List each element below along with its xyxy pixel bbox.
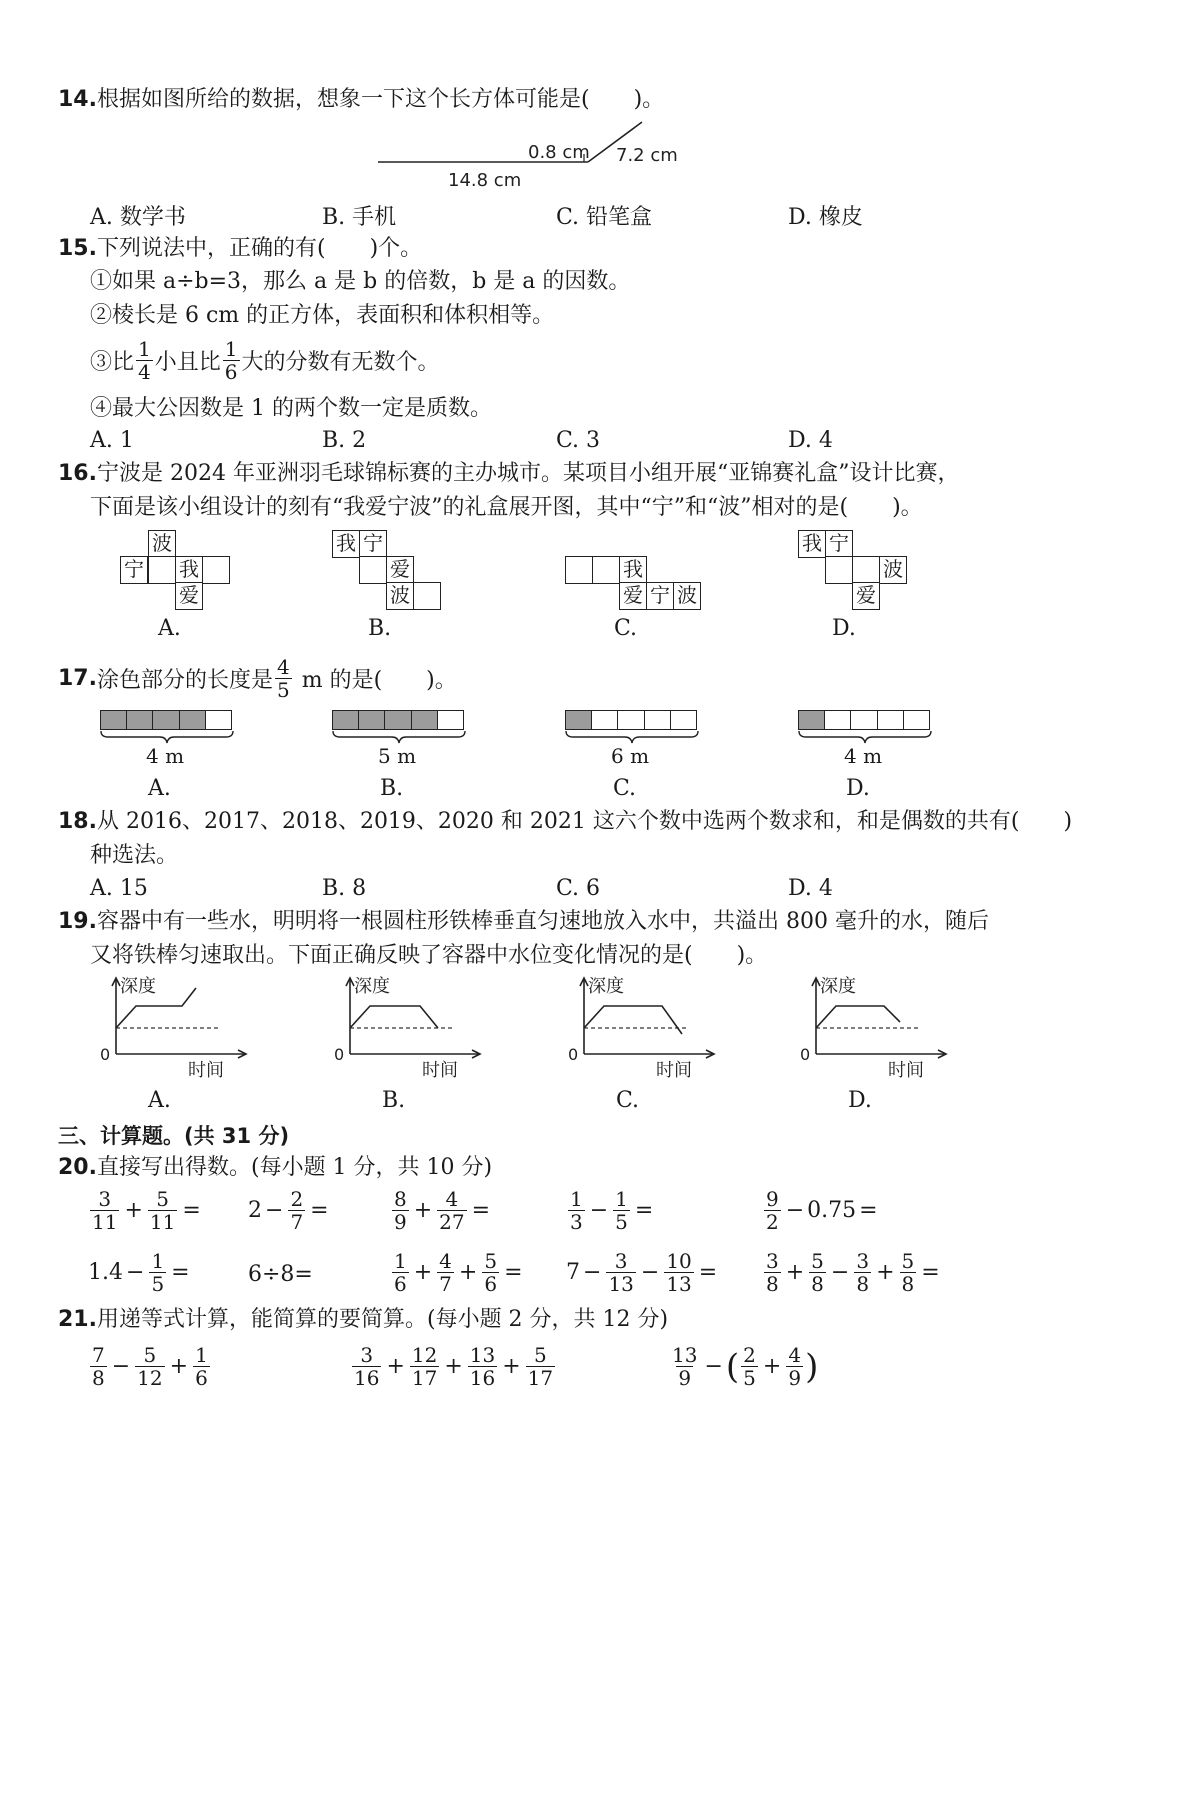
- q20-expr-9: 7 − $\frac{3}{13}$ − $\frac{10}{13}$ =: [566, 1249, 718, 1296]
- q14-stem: [58, 86, 664, 114]
- origin-label: 0: [100, 1045, 111, 1064]
- q18-option-b[interactable]: B. 8: [322, 876, 367, 901]
- q17-bar-b: [332, 710, 464, 730]
- net-cell: 宁: [359, 530, 387, 558]
- q14-width-label: 0.8 cm: [528, 142, 590, 163]
- q21-expr-2: $\frac{3}{16}$ + $\frac{12}{17}$ + $\frac{13}{16}$ + $\frac{5}{17}$: [354, 1343, 554, 1390]
- q16-option-b[interactable]: B.: [368, 616, 392, 641]
- q15-option-d[interactable]: D. 4: [788, 428, 833, 453]
- q17-bar-c: [565, 710, 697, 730]
- q14-length-label: 14.8 cm: [448, 170, 522, 191]
- blank-segment: [592, 711, 618, 729]
- q18-stem-line-1: [58, 808, 1072, 836]
- q17-brace: [100, 730, 234, 744]
- q17-option-a[interactable]: A.: [148, 776, 171, 801]
- q20-text: 直接写出得数。(每小题 1 分，共 10 分): [96, 1155, 493, 1180]
- q20-expr-7: 6÷8=: [248, 1262, 313, 1287]
- section-3-title: 三、计算题。(共 31 分): [58, 1124, 290, 1148]
- q16-stem-line-1: [58, 460, 959, 488]
- x-axis-label: 时间: [422, 1060, 458, 1081]
- water-level-line: [584, 1006, 682, 1034]
- q20-expr-6: 1.4 − $\frac{1}{5}$ =: [88, 1249, 190, 1296]
- net-cell: 我: [332, 530, 360, 558]
- shaded-segment: [385, 711, 411, 729]
- net-cell: [825, 556, 853, 584]
- fraction: $\frac{4}{5}$: [277, 655, 290, 702]
- net-cell: [413, 582, 441, 610]
- q19-text-1: 容器中有一些水，明明将一根圆柱形铁棒垂直匀速地放入水中，共溢出 800 毫升的水，随后: [96, 909, 989, 934]
- shaded-segment: [101, 711, 127, 729]
- blank-segment: [904, 711, 929, 729]
- water-level-line: [350, 1006, 438, 1028]
- shaded-segment: [333, 711, 359, 729]
- water-level-line: [816, 1006, 900, 1028]
- q19-option-c[interactable]: C.: [616, 1088, 640, 1113]
- q14-option-a[interactable]: A. 数学书: [90, 205, 186, 230]
- q17-brace: [565, 730, 699, 744]
- blank-segment: [851, 711, 877, 729]
- q19-graph-d: [796, 972, 966, 1082]
- blank-segment: [878, 711, 904, 729]
- shaded-segment: [566, 711, 592, 729]
- q15-statement-1: ①如果 a÷b=3，那么 a 是 b 的倍数，b 是 a 的因数。: [90, 269, 631, 294]
- q21-stem: [58, 1306, 668, 1334]
- q20-expr-10: $\frac{3}{8}$ + $\frac{5}{8}$ − $\frac{3}{8}$ + $\frac{5}{8}$ =: [766, 1249, 940, 1296]
- q15-statement-4: ④最大公因数是 1 的两个数一定是质数。: [90, 396, 492, 421]
- blank-segment: [206, 711, 231, 729]
- q20-expr-3: $\frac{8}{9}$ + $\frac{4}{27}$ =: [394, 1187, 491, 1234]
- q14-depth-label: 7.2 cm: [616, 145, 678, 166]
- q16-stem-line-2: 下面是该小组设计的刻有“我爱宁波”的礼盒展开图，其中“宁”和“波”相对的是( )。: [90, 495, 923, 520]
- q17-text-b: m 的是( )。: [301, 668, 457, 693]
- q15-statement-2: ②棱长是 6 cm 的正方体，表面积和体积相等。: [90, 303, 555, 328]
- q16-option-d[interactable]: D.: [832, 616, 856, 641]
- q19-graph-b: [330, 972, 500, 1082]
- q15-s3-part-c: 大的分数有无数个。: [241, 350, 440, 375]
- q20-number: 20.: [58, 1155, 97, 1180]
- shaded-segment: [127, 711, 153, 729]
- net-cell: 波: [148, 530, 176, 558]
- q20-expr-8: $\frac{1}{6}$ + $\frac{4}{7}$ + $\frac{5}{6}$ =: [394, 1249, 523, 1296]
- q17-option-b[interactable]: B.: [380, 776, 404, 801]
- net-cell: [565, 556, 593, 584]
- q18-option-a[interactable]: A. 15: [90, 876, 148, 901]
- q15-option-b[interactable]: B. 2: [322, 428, 367, 453]
- q20-expr-5: $\frac{9}{2}$ − 0.75 =: [766, 1187, 878, 1234]
- net-cell: 我: [619, 556, 647, 584]
- y-axis-label: 深度: [120, 976, 156, 997]
- y-axis-label: 深度: [820, 976, 856, 997]
- x-axis-label: 时间: [656, 1060, 692, 1081]
- q17-brace: [332, 730, 466, 744]
- q19-option-a[interactable]: A.: [148, 1088, 171, 1113]
- net-cell: 波: [386, 582, 414, 610]
- q15-s3-part-a: ③比: [90, 350, 135, 375]
- q14-option-c[interactable]: C. 铅笔盒: [556, 205, 653, 230]
- q15-option-c[interactable]: C. 3: [556, 428, 601, 453]
- shaded-segment: [412, 711, 438, 729]
- y-axis-label: 深度: [354, 976, 390, 997]
- q17-stem: [58, 656, 457, 701]
- q19-graph-a: [96, 972, 266, 1082]
- q18-text-1: 从 2016、2017、2018、2019、2020 和 2021 这六个数中选两个数求和，和是偶数的共有( ): [96, 809, 1073, 834]
- q15-text: 下列说法中，正确的有( )个。: [96, 236, 423, 261]
- q20-expr-4: $\frac{1}{3}$ − $\frac{1}{5}$ =: [570, 1187, 654, 1234]
- q16-text-1: 宁波是 2024 年亚洲羽毛球锦标赛的主办城市。某项目小组开展“亚锦赛礼盒”设计比赛，: [96, 461, 960, 486]
- net-cell: 爱: [175, 582, 203, 610]
- q21-expr-1: $\frac{7}{8}$ − $\frac{5}{12}$ + $\frac{1}{6}$: [92, 1343, 208, 1390]
- net-cell: 波: [673, 582, 701, 610]
- net-cell: 我: [175, 556, 203, 584]
- net-cell: 宁: [825, 530, 853, 558]
- origin-label: 0: [568, 1045, 579, 1064]
- q14-option-b[interactable]: B. 手机: [322, 205, 397, 230]
- q19-option-d[interactable]: D.: [848, 1088, 872, 1113]
- shaded-segment: [799, 711, 825, 729]
- net-cell: [592, 556, 620, 584]
- net-cell: 波: [879, 556, 907, 584]
- q14-number: 14.: [58, 87, 97, 112]
- q15-s3-part-b: 小且比: [154, 350, 221, 375]
- origin-label: 0: [800, 1045, 811, 1064]
- q15-stem: [58, 235, 422, 263]
- q17-text-a: 涂色部分的长度是: [96, 668, 273, 693]
- q17-number: 17.: [58, 666, 97, 691]
- q20-expr-2: 2 − $\frac{2}{7}$ =: [248, 1187, 329, 1234]
- q19-option-b[interactable]: B.: [382, 1088, 406, 1113]
- net-cell: [852, 556, 880, 584]
- q17-bar-d: [798, 710, 930, 730]
- q19-stem-line-1: [58, 908, 989, 936]
- q21-number: 21.: [58, 1307, 97, 1332]
- q17-brace: [798, 730, 932, 744]
- q17-bar-length-label: 6 m: [611, 744, 650, 768]
- q21-text: 用递等式计算，能简算的要简算。(每小题 2 分，共 12 分): [96, 1307, 669, 1332]
- shaded-segment: [180, 711, 206, 729]
- blank-segment: [825, 711, 851, 729]
- origin-label: 0: [334, 1045, 345, 1064]
- q17-option-c[interactable]: C.: [613, 776, 637, 801]
- q15-number: 15.: [58, 236, 97, 261]
- net-cell: 爱: [619, 582, 647, 610]
- q15-option-a[interactable]: A. 1: [90, 428, 134, 453]
- q16-option-a[interactable]: A.: [158, 616, 181, 641]
- q17-bar-length-label: 4 m: [844, 744, 883, 768]
- q17-bar-a: [100, 710, 232, 730]
- blank-segment: [671, 711, 696, 729]
- net-cell: [359, 556, 387, 584]
- q17-bar-length-label: 5 m: [378, 744, 417, 768]
- q17-bar-length-label: 4 m: [146, 744, 185, 768]
- q19-stem-line-2: 又将铁棒匀速取出。下面正确反映了容器中水位变化情况的是( )。: [90, 943, 768, 968]
- blank-segment: [438, 711, 463, 729]
- q16-number: 16.: [58, 461, 97, 486]
- blank-segment: [618, 711, 644, 729]
- net-cell: 我: [798, 530, 826, 558]
- net-cell: [148, 556, 176, 584]
- q18-option-c[interactable]: C. 6: [556, 876, 601, 901]
- q19-graph-c: [564, 972, 734, 1082]
- q18-option-d[interactable]: D. 4: [788, 876, 833, 901]
- q17-option-d[interactable]: D.: [846, 776, 870, 801]
- q19-number: 19.: [58, 909, 97, 934]
- q21-expr-3: $\frac{13}{9}$ − ( $\frac{2}{5}$ + $\frac{4}{9}$ ): [672, 1343, 819, 1390]
- fraction: $\frac{1}{6}$: [224, 337, 238, 384]
- q18-number: 18.: [58, 809, 97, 834]
- q15-statement-3: [90, 338, 440, 383]
- blank-segment: [645, 711, 671, 729]
- y-axis-label: 深度: [588, 976, 624, 997]
- q20-expr-1: $\frac{3}{11}$ + $\frac{5}{11}$ =: [92, 1187, 201, 1234]
- net-cell: 宁: [120, 556, 148, 584]
- net-cell: 宁: [646, 582, 674, 610]
- q16-option-c[interactable]: C.: [614, 616, 638, 641]
- net-cell: [202, 556, 230, 584]
- fraction: $\frac{1}{4}$: [138, 337, 151, 384]
- q14-option-d[interactable]: D. 橡皮: [788, 205, 863, 230]
- q20-stem: [58, 1154, 492, 1182]
- shaded-segment: [153, 711, 179, 729]
- net-cell: 爱: [852, 582, 880, 610]
- q18-stem-line-2: 种选法。: [90, 843, 179, 868]
- shaded-segment: [359, 711, 385, 729]
- q14-cuboid-figure: [370, 116, 690, 196]
- x-axis-label: 时间: [188, 1060, 224, 1081]
- net-cell: 爱: [386, 556, 414, 584]
- q14-text: 根据如图所给的数据，想象一下这个长方体可能是( )。: [96, 87, 665, 112]
- x-axis-label: 时间: [888, 1060, 924, 1081]
